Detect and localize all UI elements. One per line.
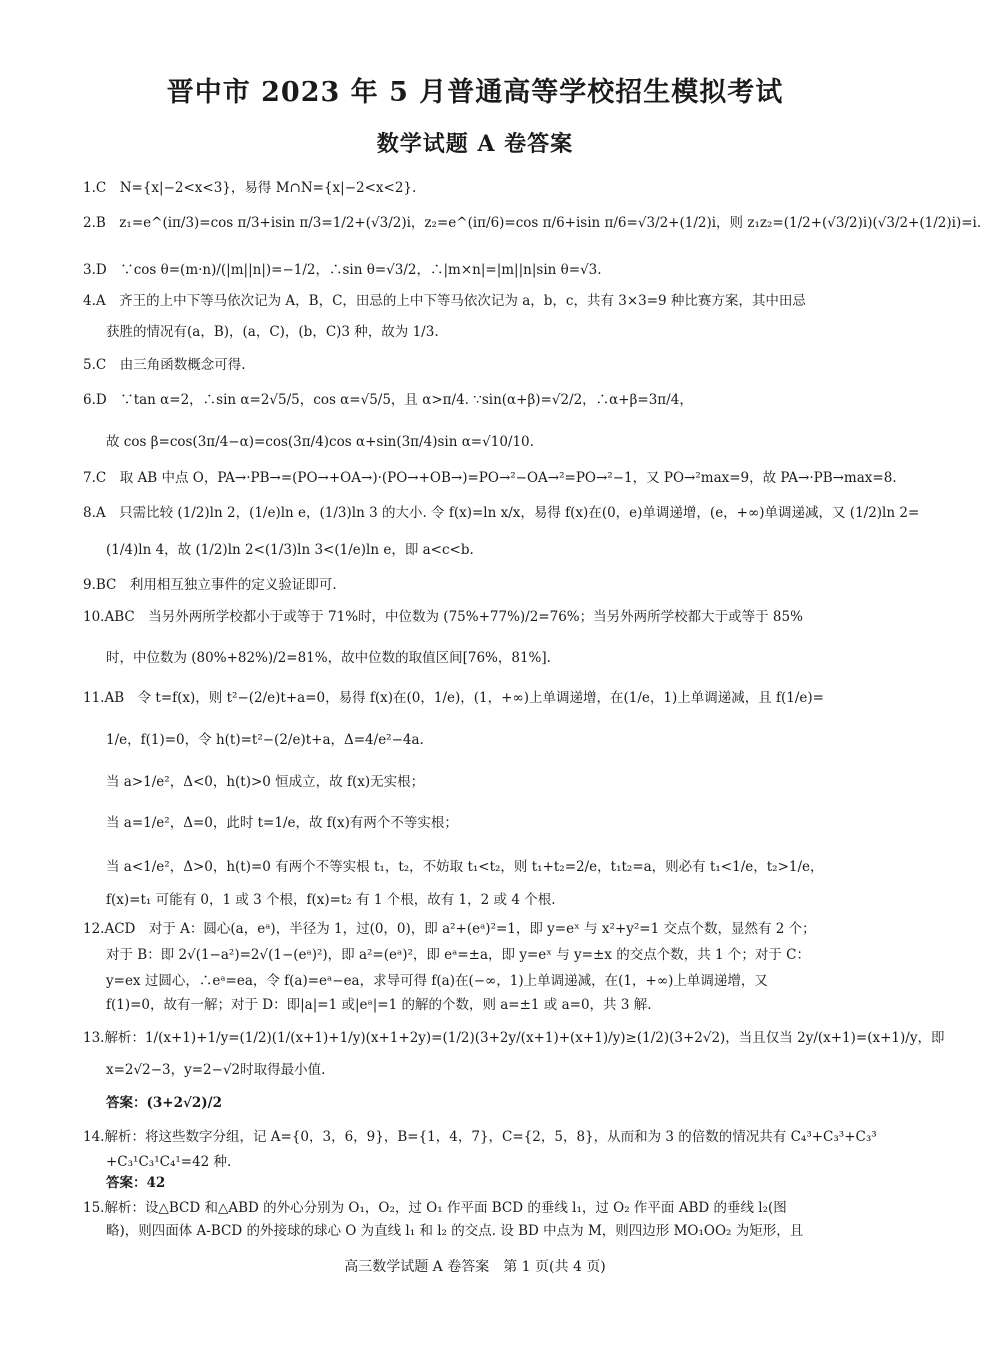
answer-line: 2.B z₁=e^(iπ/3)=cos π/3+isin π/3=1/2+(√3/2)i，z₂=e^(iπ/6)=cos π/6+isin π/6=√3/2+(1/2)i，则 z₁z₂=(1/2+(√3/2)i)(√3/2+(1/2)i)=i. [83, 215, 981, 231]
answer-line: +C₃¹C₃¹C₄¹=42 种. [106, 1154, 232, 1170]
answer-line: 故 cos β=cos(3π/4−α)=cos(3π/4)cos α+sin(3π/4)sin α=√10/10. [106, 434, 534, 450]
answer-line: 15.解析：设△BCD 和△ABD 的外心分别为 O₁，O₂，过 O₁ 作平面 BCD 的垂线 l₁，过 O₂ 作平面 ABD 的垂线 l₂(图 [83, 1200, 787, 1216]
answer-line: 4.A 齐王的上中下等马依次记为 A，B，C，田忌的上中下等马依次记为 a，b，c，共有 3×3=9 种比赛方案，其中田忌 [83, 293, 806, 309]
answer-line: 时，中位数为 (80%+82%)/2=81%，故中位数的取值区间[76%，81%]. [106, 650, 551, 666]
answer-line: 10.ABC 当另外两所学校都小于或等于 71%时，中位数为 (75%+77%)/2=76%；当另外两所学校都大于或等于 85% [83, 609, 803, 625]
answer-line: 8.A 只需比较 (1/2)ln 2，(1/e)ln e，(1/3)ln 3 的大小. 令 f(x)=ln x/x，易得 f(x)在(0，e)单调递增，(e，+∞)单调递减，又 (1/2)ln 2= [83, 505, 920, 521]
answer-line: 5.C 由三角函数概念可得. [83, 357, 246, 373]
answer-line: f(1)=0，故有一解；对于 D：即|a|=1 或|eᵃ|=1 的解的个数，则 a=±1 或 a=0，共 3 解. [106, 997, 652, 1013]
answer-result: 答案：42 [106, 1175, 166, 1191]
answer-line: 14.解析：将这些数字分组，记 A={0，3，6，9}，B={1，4，7}，C={2，5，8}，从而和为 3 的倍数的情况共有 C₄³+C₃³+C₃³ [83, 1129, 877, 1145]
page-subtitle: 数学试题 A 卷答案 [376, 131, 574, 157]
answer-line: 1.C N={x|−2<x<3}，易得 M∩N={x|−2<x<2}. [83, 180, 417, 196]
answer-line: 6.D ∵tan α=2，∴sin α=2√5/5，cos α=√5/5，且 α>π/4. ∵sin(α+β)=√2/2，∴α+β=3π/4， [83, 392, 693, 408]
answer-line: y=ex 过圆心，∴eᵃ=ea，令 f(a)=eᵃ−ea，求导可得 f(a)在(−∞，1)上单调递减，在(1，+∞)上单调递增，又 [106, 973, 768, 989]
answer-line: 略)，则四面体 A-BCD 的外接球的球心 O 为直线 l₁ 和 l₂ 的交点. 设 BD 中点为 M，则四边形 MO₁OO₂ 为矩形，且 [106, 1223, 804, 1239]
answer-line: 13.解析：1/(x+1)+1/y=(1/2)(1/(x+1)+1/y)(x+1+2y)=(1/2)(3+2y/(x+1)+(x+1)/y)≥(1/2)(3+2√2)，当且仅当 2y/(x+1)=(x+1)/y，即 [83, 1030, 945, 1046]
answer-line: 当 a<1/e²，Δ>0，h(t)=0 有两个不等实根 t₁，t₂，不妨取 t₁<t₂，则 t₁+t₂=2/e，t₁t₂=a，则必有 t₁<1/e，t₂>1/e， [106, 859, 824, 875]
answer-line: 11.AB 令 t=f(x)，则 t²−(2/e)t+a=0，易得 f(x)在(0，1/e)，(1，+∞)上单调递增，在(1/e，1)上单调递减，且 f(1/e)= [83, 690, 824, 706]
answer-line: 3.D ∵cos θ=(m·n)/(|m||n|)=−1/2，∴sin θ=√3/2，∴|m×n|=|m||n|sin θ=√3. [83, 262, 602, 278]
page-footer: 高三数学试题 A 卷答案 第 1 页(共 4 页) [344, 1259, 606, 1275]
answer-result: 答案：(3+2√2)/2 [106, 1095, 222, 1111]
answer-line: 7.C 取 AB 中点 O，PA→·PB→=(PO→+OA→)·(PO→+OB→)=PO→²−OA→²=PO→²−1，又 PO→²max=9，故 PA→·PB→max=8. [83, 470, 897, 486]
answer-line: 对于 B：即 2√(1−a²)=2√(1−(eᵃ)²)，即 a²=(eᵃ)²，即 eᵃ=±a，即 y=eˣ 与 y=±x 的交点个数，共 1 个；对于 C： [106, 947, 811, 963]
answer-line: 12.ACD 对于 A：圆心(a，eᵃ)，半径为 1，过(0，0)，即 a²+(eᵃ)²=1，即 y=eˣ 与 x²+y²=1 交点个数，显然有 2 个； [83, 921, 816, 937]
answer-line: 9.BC 利用相互独立事件的定义验证即可. [83, 577, 337, 593]
page-title: 晋中市 2023 年 5 月普通高等学校招生模拟考试 [166, 77, 784, 108]
answer-line: f(x)=t₁ 可能有 0，1 或 3 个根，f(x)=t₂ 有 1 个根，故有 1，2 或 4 个根. [106, 892, 556, 908]
answer-line: x=2√2−3，y=2−√2时取得最小值. [106, 1062, 326, 1078]
answer-line: 当 a=1/e²，Δ=0，此时 t=1/e，故 f(x)有两个不等实根； [106, 815, 458, 831]
answer-line: (1/4)ln 4，故 (1/2)ln 2<(1/3)ln 3<(1/e)ln e，即 a<c<b. [106, 542, 474, 558]
answer-line: 获胜的情况有(a，B)，(a，C)，(b，C)3 种，故为 1/3. [106, 324, 439, 340]
answer-line: 当 a>1/e²，Δ<0，h(t)>0 恒成立，故 f(x)无实根； [106, 774, 425, 790]
answer-line: 1/e，f(1)=0，令 h(t)=t²−(2/e)t+a，Δ=4/e²−4a. [106, 732, 424, 748]
